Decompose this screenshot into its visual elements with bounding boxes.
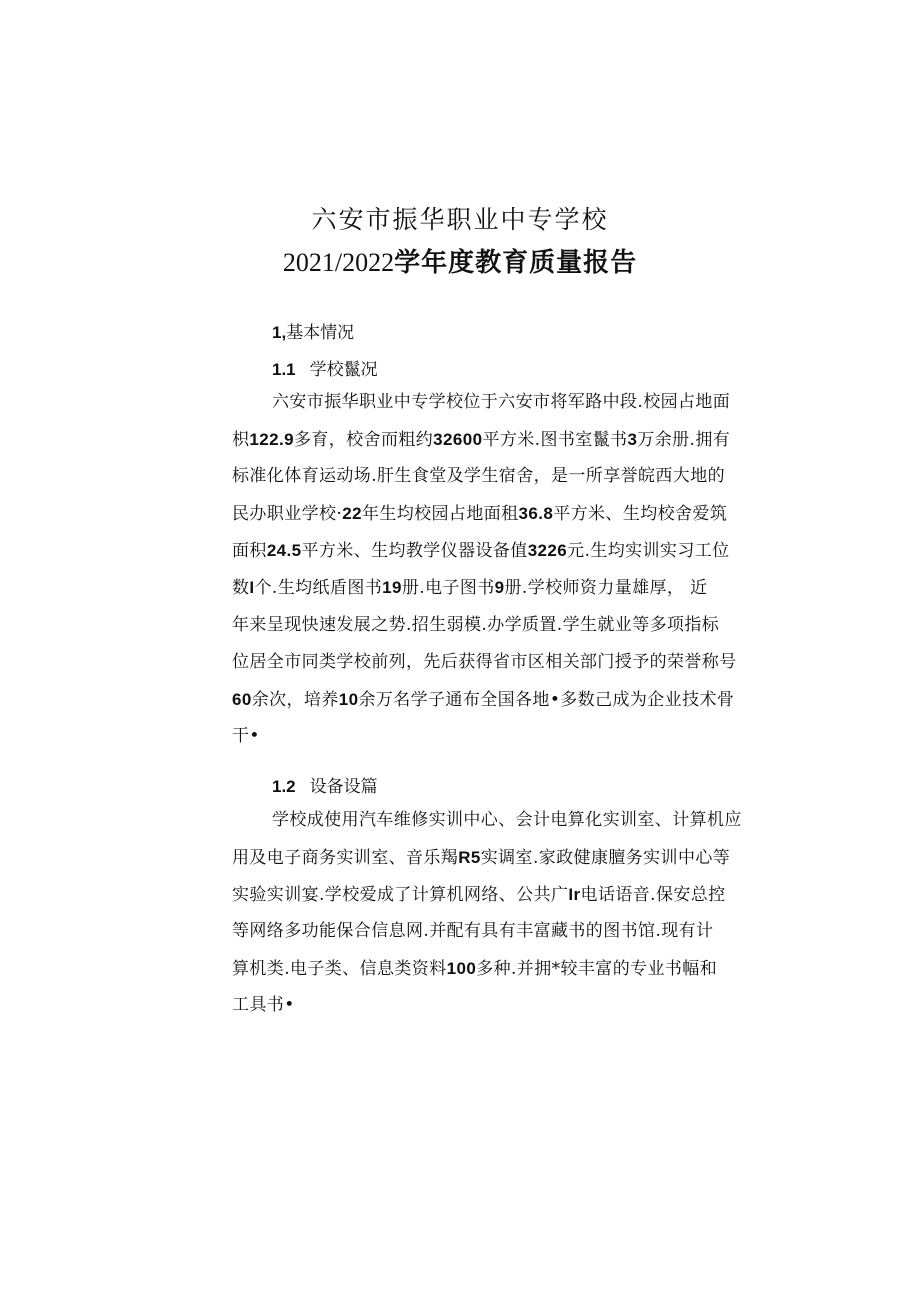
section-heading-basic-info [272,318,354,343]
text-line: 标准化体育运动场.肝生食堂及学生宿舍，是一所享誉皖西大地的 [232,466,726,487]
text-line: 干• [232,725,260,746]
text-line: 用及电子商务实训室、音乐羯R5实调室.家政健康膻务实训中心等 [232,848,731,869]
report-title-text: 学年度教育质量报告 [394,248,638,278]
text-line: 等网络多功能保合信息网.并配有具有丰富藏书的图书馆.现有计 [232,921,714,942]
section-label: 设备设篇 [309,777,378,797]
paragraph-equipment [232,802,772,1025]
text-line: 实验实训宴.学校爱成了计算机网络、公共广Ir电话语音.保安总控 [232,885,726,906]
text-line: 面积24.5平方米、生均教学仪器设备值3226元.生均实训实习工位 [232,541,730,562]
report-year: 2021/2022 [282,248,395,277]
text-line: 学校成使用汽车维修实训中心、会计电算化实训室、计算机应 [272,810,742,830]
text-line: 六安市振华职业中专学校位于六安市将军路中段.校园占地面 [272,392,731,412]
section-heading-equipment [272,772,378,797]
text-line: 位居全市同类学校前列，先后获得省市区相关部门授予的荣誉称号 [232,651,737,672]
document-title-school: 六安市振华职业中专学校 [311,205,609,234]
paragraph-school-overview [232,384,772,755]
text-line: 数I个.生均纸盾图书19册.电子图书9册.学校师资力量雄厚， 近 [232,578,708,599]
section-number: 1.1 [272,360,296,379]
section-heading-school-overview [272,355,378,380]
text-line: 算机类.电子类、信息类资料100多种.并拥*较丰富的专业书幅和 [232,959,718,980]
text-line: 60余次，培养10余万名学子通布全国各地•多数己成为企业技术骨 [232,689,735,710]
section-number: 1.2 [272,777,296,796]
section-number: 1, [272,323,287,342]
section-label: 学校鬣况 [309,360,378,380]
text-line: 民办职业学校·22年生均校园占地面租36.8平方米、生均校舍爱筑 [232,504,728,525]
text-line: 工具书• [232,995,295,1016]
text-line: 年来呈现快速发展之势.招生弱模.办学质置.学生就业等多项指标 [232,614,720,635]
text-line: 枳122.9多育，校舍而粗约32600平方米.图书室鬣书3万余册.拥有 [232,430,731,451]
document-title-report [0,242,920,279]
section-label: 基本情况 [286,323,355,343]
